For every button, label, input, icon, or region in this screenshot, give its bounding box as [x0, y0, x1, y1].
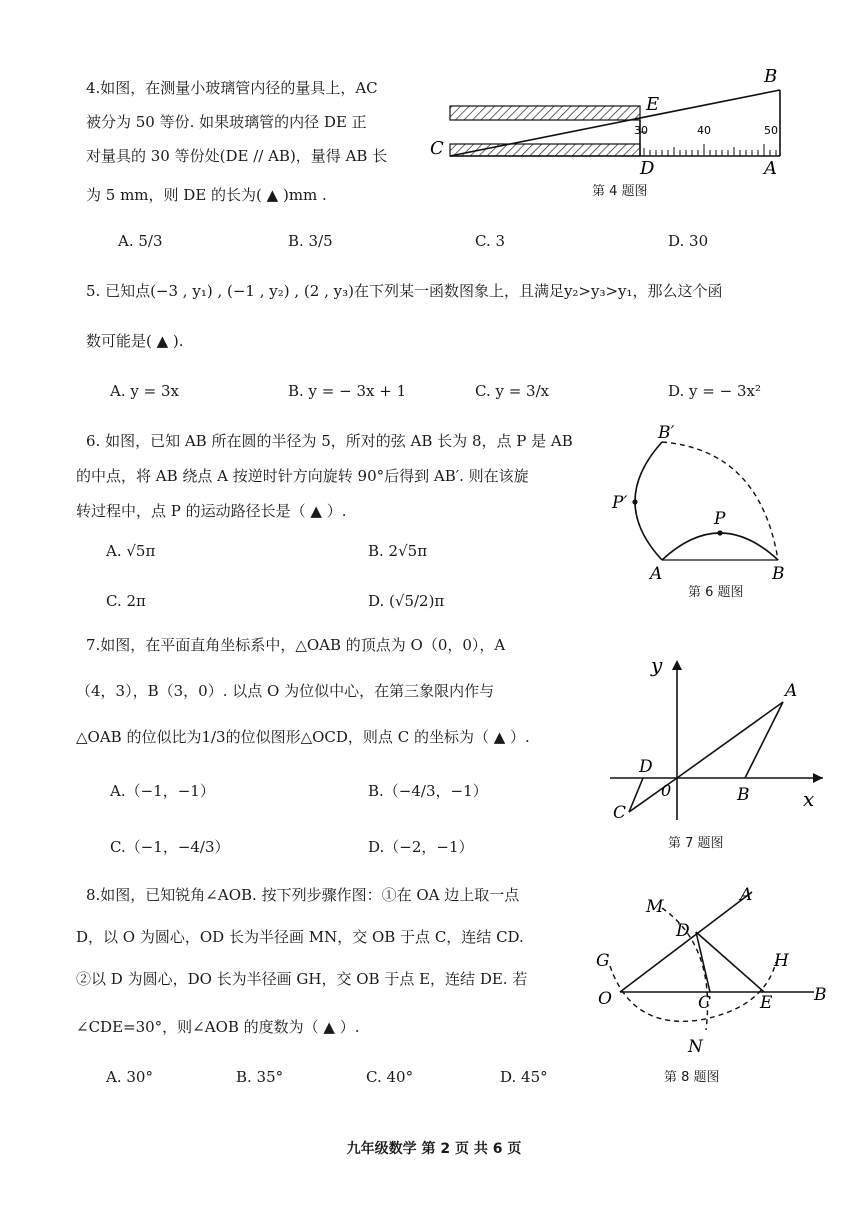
q4-option-c: C. 3: [475, 232, 506, 250]
q7-side-oa: [677, 702, 783, 778]
q8-option-a: A. 30°: [106, 1068, 153, 1086]
q6-option-a: A. √5π: [106, 542, 156, 560]
q6-caption: 第 6 题图: [688, 585, 744, 600]
q6-line-3: 转过程中，点 P 的运动路径长是（ ▲ ）.: [76, 502, 347, 520]
q8-line-1: 8.如图，已知锐角∠AOB. 按下列步骤作图：①在 OA 边上取一点: [86, 886, 520, 904]
q8-label-o: O: [598, 989, 612, 1009]
q6-label-b: B: [772, 564, 785, 580]
q8-label-h: H: [774, 951, 789, 971]
q4-line-2: 被分为 50 等份. 如果玻璃管的内径 DE 正: [86, 113, 367, 131]
q8-label-b: B: [814, 985, 827, 1005]
q4-label-c: C: [430, 138, 444, 159]
q8-label-n: N: [688, 1037, 703, 1057]
q7-label-o: 0: [661, 781, 672, 800]
q4-option-a: A. 5/3: [118, 232, 163, 250]
q8-caption: 第 8 题图: [664, 1070, 720, 1085]
q4-tick-30: 30: [634, 124, 648, 137]
q7-option-a: A.（−1，−1）: [110, 782, 215, 800]
q8-line-4: ∠CDE=30°，则∠AOB 的度数为（ ▲ ）.: [76, 1018, 360, 1036]
q6-path-b: [662, 442, 778, 560]
q7-label-x: x: [803, 787, 815, 811]
q8-label-d: D: [676, 921, 690, 941]
q7-figure: [605, 650, 830, 825]
q7-label-b: B: [737, 785, 750, 805]
q4-tick-40: 40: [697, 124, 711, 137]
q4-caption: 第 4 题图: [592, 184, 648, 199]
q7-option-c: C.（−1，−4/3）: [110, 838, 230, 856]
q4-label-a: A: [764, 158, 777, 179]
q8-figure: [588, 880, 838, 1060]
q8-label-m: M: [646, 897, 664, 917]
q6-label-p1: P′: [612, 493, 628, 513]
q4-label-b: B: [764, 66, 778, 87]
q6-point-p1: [632, 499, 637, 504]
q8-label-e: E: [760, 993, 773, 1013]
q4-figure: [428, 62, 798, 192]
q4-option-b: B. 3/5: [288, 232, 333, 250]
q7-x-arrow: [813, 773, 823, 783]
q6-option-d: D. (√5/2)π: [368, 592, 445, 610]
q4-glass-upper: [450, 106, 640, 120]
q5-option-a: A. y = 3x: [110, 382, 179, 400]
q4-option-d: D. 30: [668, 232, 709, 250]
q8-option-c: C. 40°: [366, 1068, 414, 1086]
q7-option-d: D.（−2，−1）: [368, 838, 474, 856]
q7-line-2: （4，3），B（3，0）. 以点 O 为位似中心，在第三象限内作与: [76, 682, 495, 700]
q4-line-3: 对量具的 30 等份处(DE // AB)，量得 AB 长: [86, 147, 388, 165]
q4-tick-50: 50: [764, 124, 778, 137]
q5-option-d: D. y = − 3x²: [668, 382, 761, 400]
q8-option-d: D. 45°: [500, 1068, 548, 1086]
page-footer: 九年级数学 第 2 页 共 6 页: [346, 1141, 522, 1157]
q7-label-c: C: [613, 803, 627, 823]
q4-line-1: 4.如图，在测量小玻璃管内径的量具上，AC: [86, 79, 378, 97]
q8-line-3: ②以 D 为圆心，DO 长为半径画 GH，交 OB 于点 E，连结 DE. 若: [76, 970, 528, 988]
q8-label-c: C: [698, 993, 712, 1013]
q7-line-3: △OAB 的位似比为1/3的位似图形△OCD，则点 C 的坐标为（ ▲ ）.: [76, 728, 530, 746]
q5-line-2: 数可能是( ▲ ).: [86, 332, 184, 350]
q6-line-2: 的中点，将 AB 绕点 A 按逆时针方向旋转 90°后得到 AB′. 则在该旋: [76, 467, 529, 485]
q6-label-p: P: [714, 509, 726, 529]
q4-line-4: 为 5 mm，则 DE 的长为( ▲ )mm .: [86, 186, 327, 204]
q7-label-a: A: [785, 681, 798, 701]
q8-label-g: G: [596, 951, 610, 971]
q7-line-1: 7.如图，在平面直角坐标系中，△OAB 的顶点为 O（0，0），A: [86, 636, 506, 654]
q7-y-arrow: [672, 660, 682, 670]
q6-figure: [600, 420, 800, 580]
q7-caption: 第 7 题图: [668, 836, 724, 851]
q7-label-y: y: [651, 653, 663, 677]
q6-arc-ab: [662, 533, 778, 560]
q4-label-d: D: [640, 158, 655, 179]
q4-label-e: E: [646, 94, 660, 115]
q8-label-a: A: [740, 885, 753, 905]
q6-arc-ab1: [635, 442, 662, 560]
q5-option-b: B. y = − 3x + 1: [288, 382, 407, 400]
q5-option-c: C. y = 3/x: [475, 382, 550, 400]
q7-side-ab: [745, 702, 783, 778]
q6-label-a: A: [650, 564, 663, 580]
q6-label-b1: B′: [658, 423, 675, 443]
q8-ray-oa: [620, 892, 752, 992]
q6-point-p: [717, 530, 722, 535]
q6-option-b: B. 2√5π: [368, 542, 428, 560]
q7-option-b: B.（−4/3，−1）: [368, 782, 488, 800]
q7-label-d: D: [639, 757, 653, 777]
q5-line-1: 5. 已知点(−3 , y₁) , (−1 , y₂) , (2 , y₃)在下列某一函数图象上，且满足y₂>y₃>y₁，那么这个函: [86, 282, 723, 300]
q6-line-1: 6. 如图，已知 AB 所在圆的半径为 5，所对的弦 AB 长为 8，点 P 是 AB: [86, 432, 573, 450]
q8-option-b: B. 35°: [236, 1068, 284, 1086]
q6-option-c: C. 2π: [106, 592, 146, 610]
q8-segment-cd: [696, 932, 710, 992]
q8-segment-de: [696, 932, 764, 992]
q8-line-2: D，以 O 为圆心，OD 长为半径画 MN，交 OB 于点 C，连结 CD.: [76, 928, 524, 946]
